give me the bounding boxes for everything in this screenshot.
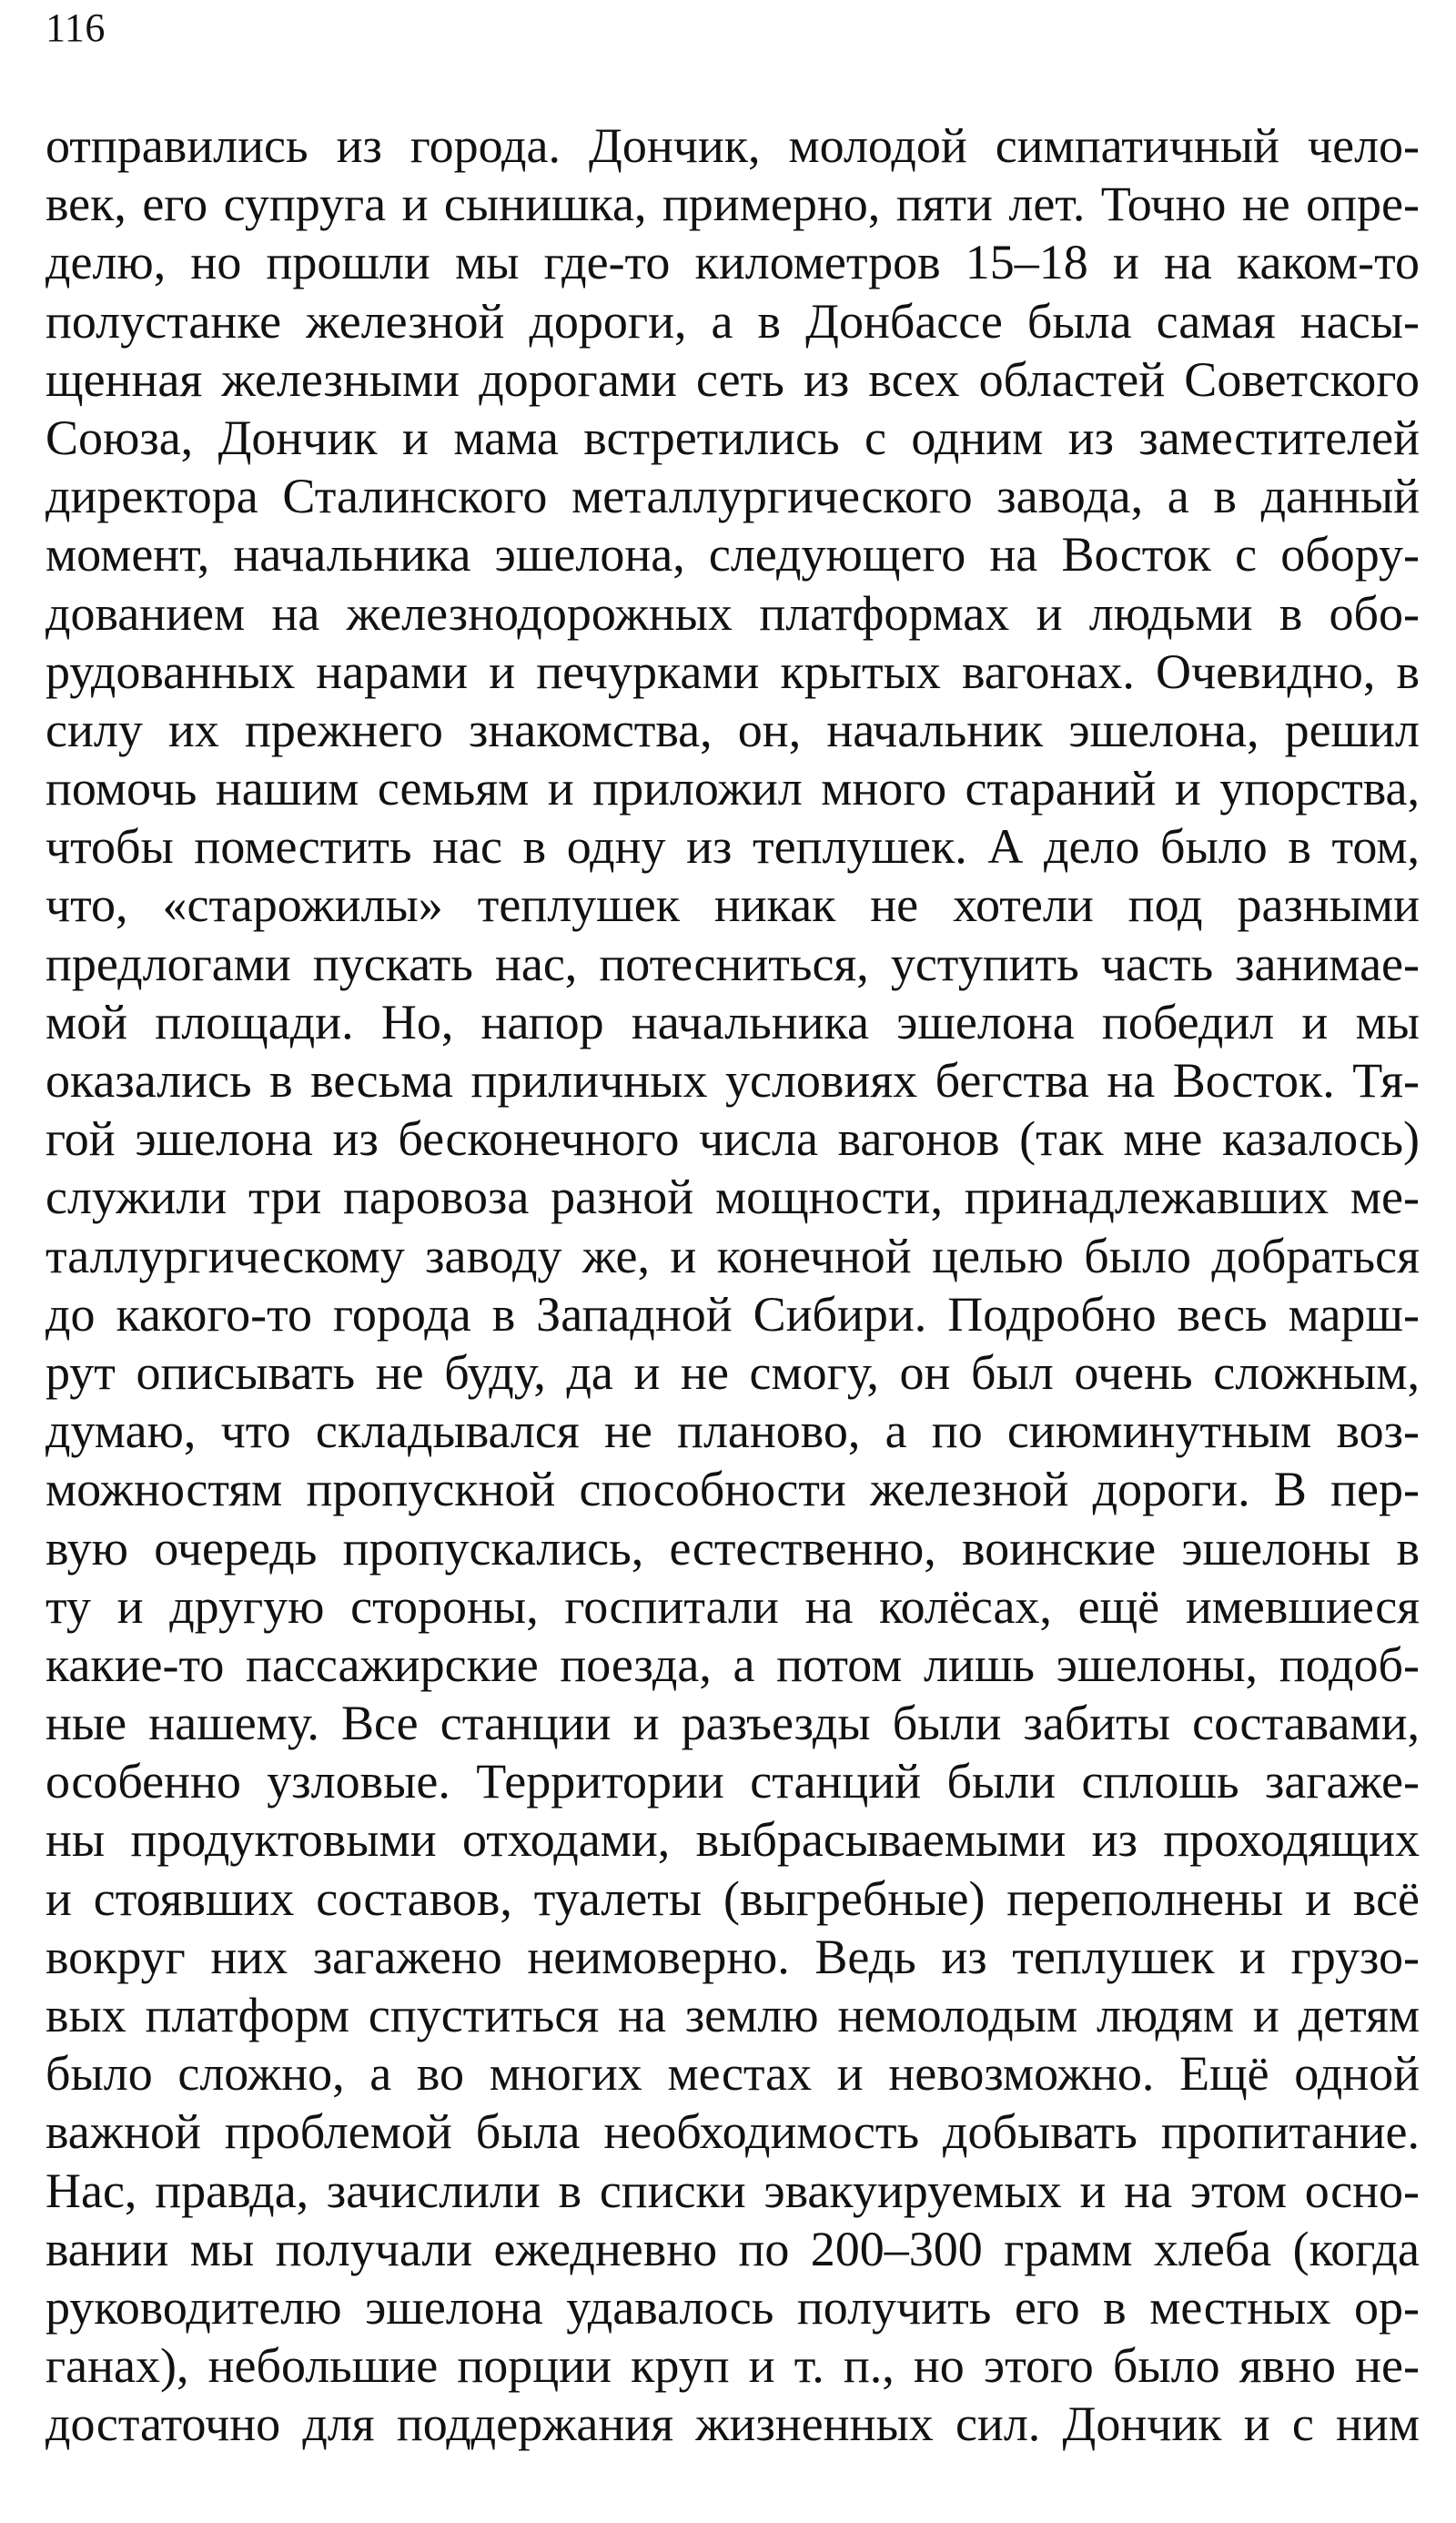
- text-line: предлогами пускать нас, потесниться, уступить часть занимае-: [46, 936, 1420, 991]
- text-line: можностям пропускной способности железной дороги. В пер-: [46, 1462, 1420, 1517]
- text-line: чтобы поместить нас в одну из теплушек. А дело было в том,: [46, 819, 1420, 875]
- text-line: дованием на железнодорожных платформах и людьми в обо-: [46, 585, 1420, 641]
- text-line: делю, но прошли мы где-то километров 15–18 и на каком-то: [46, 235, 1420, 290]
- text-line: рут описывать не буду, да и не смогу, он был очень сложным,: [46, 1344, 1420, 1400]
- text-line: что, «старожилы» теплушек никак не хотели под разными: [46, 877, 1420, 933]
- text-line: ные нашему. Все станции и разъезды были забиты составами,: [46, 1696, 1420, 1751]
- text-line: вании мы получали ежедневно по 200–300 грамм хлеба (когда: [46, 2221, 1420, 2276]
- text-line: оказались в весьма приличных условиях бегства на Восток. Тя-: [46, 1053, 1420, 1108]
- text-line: помочь нашим семьям и приложил много стараний и упорства,: [46, 761, 1420, 816]
- text-line: Союза, Дончик и мама встретились с одним из заместителей: [46, 410, 1420, 465]
- text-line: было сложно, а во многих местах и невозможно. Ещё одной: [46, 2046, 1420, 2102]
- text-line: таллургическому заводу же, и конечной целью было добраться: [46, 1228, 1420, 1283]
- text-line: вых платформ спуститься на землю немолодым людям и детям: [46, 1988, 1420, 2042]
- text-line: силу их прежнего знакомства, он, начальник эшелона, решил: [46, 702, 1420, 757]
- text-line: ту и другую стороны, госпитали на колёсах, ещё имевшиеся: [46, 1578, 1420, 1634]
- body-text: [46, 117, 1420, 2454]
- text-line: директора Сталинского металлургического завода, а в данный: [46, 469, 1420, 524]
- text-line: момент, начальника эшелона, следующего на Восток с обору-: [46, 527, 1420, 583]
- text-line: отправились из города. Дончик, молодой симпатичный чело-: [46, 118, 1420, 173]
- page-number: 116: [46, 5, 106, 50]
- text-line: вую очередь пропускались, естественно, воинские эшелоны в: [46, 1520, 1420, 1576]
- text-line: век, его супруга и сынишка, примерно, пяти лет. Точно не опре-: [46, 177, 1420, 232]
- text-line: рудованных нарами и печурками крытых вагонах. Очевидно, в: [46, 643, 1420, 699]
- text-line: полустанке железной дороги, а в Донбассе была самая насы-: [46, 293, 1420, 349]
- text-line: особенно узловые. Территории станций были сплошь загаже-: [46, 1754, 1420, 1809]
- text-line: какие-то пассажирские поезда, а потом лишь эшелоны, подоб-: [46, 1636, 1420, 1692]
- text-line: мой площади. Но, напор начальника эшелона победил и мы: [46, 994, 1420, 1049]
- text-line: гой эшелона из бесконечного числа вагонов (так мне казалось): [46, 1111, 1420, 1167]
- text-line: служили три паровоза разной мощности, принадлежавших ме-: [46, 1170, 1420, 1225]
- text-line: достаточно для поддержания жизненных сил. Дончик и с ним: [46, 2396, 1420, 2452]
- text-line: важной проблемой была необходимость добывать пропитание.: [46, 2104, 1420, 2160]
- text-line: Нас, правда, зачислили в списки эвакуируемых и на этом осно-: [46, 2163, 1420, 2218]
- text-line: щенная железными дорогами сеть из всех областей Советского: [46, 351, 1420, 407]
- text-line: руководителю эшелона удавалось получить его в местных ор-: [46, 2279, 1420, 2335]
- text-line: до какого-то города в Западной Сибири. Подробно весь марш-: [46, 1286, 1420, 1342]
- text-line: ны продуктовыми отходами, выбрасываемыми из проходящих: [46, 1812, 1420, 1868]
- text-line: ганах), небольшие порции круп и т. п., но этого было явно не-: [46, 2338, 1420, 2394]
- text-line: и стоявших составов, туалеты (выгребные) переполнены и всё: [46, 1870, 1420, 1926]
- text-line: думаю, что складывался не планово, а по сиюминутным воз-: [46, 1403, 1420, 1459]
- text-line: вокруг них загажено неимоверно. Ведь из теплушек и грузо-: [46, 1929, 1420, 1984]
